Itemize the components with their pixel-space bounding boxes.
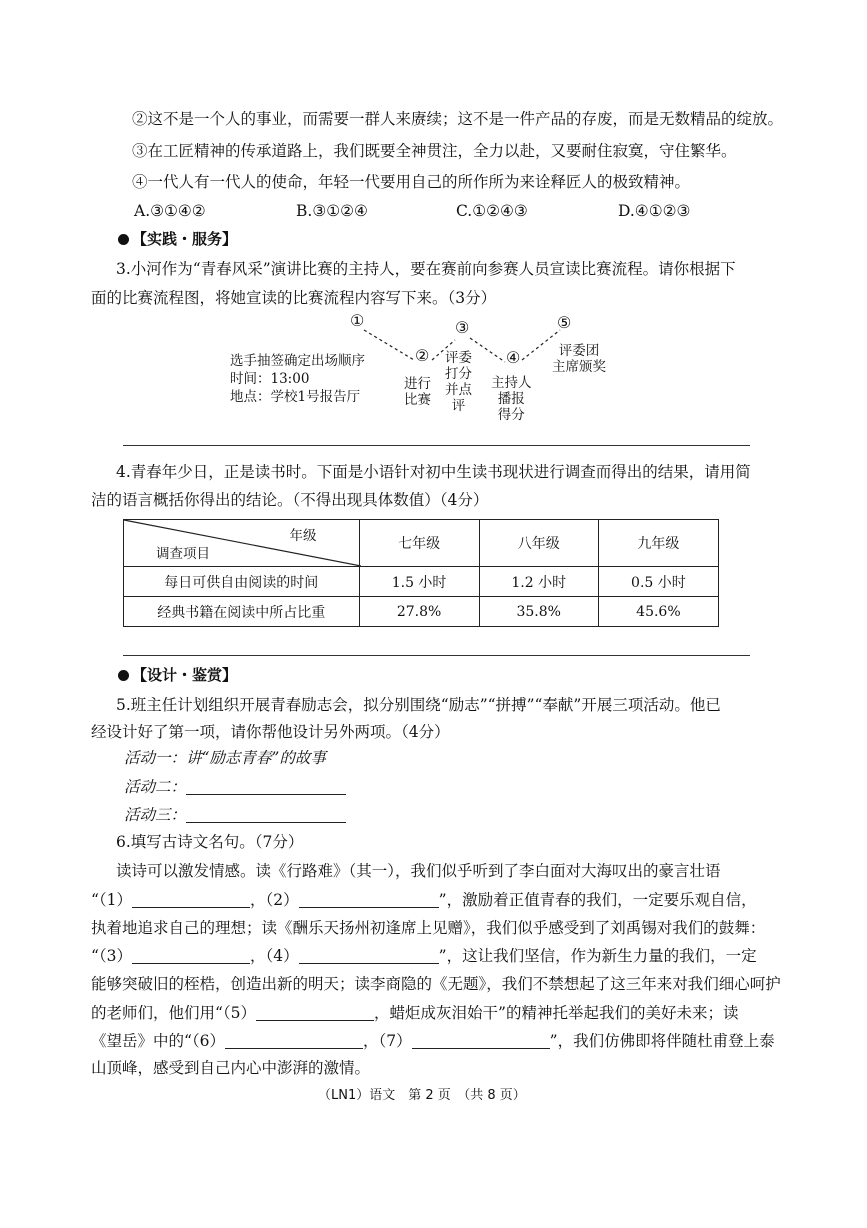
flow-step5: 评委团 主席颁奖: [552, 343, 606, 375]
q6-blank-7-label: ，（7）: [363, 1032, 412, 1050]
page-footer: （LN1）语文 第 2 页 （共 8 页）: [318, 1088, 526, 1103]
section-design-label: 【设计・鉴赏】: [132, 666, 238, 684]
table-cell: 27.8%: [359, 597, 479, 627]
section-heading-design: [118, 662, 237, 688]
q6-para-2-tail: ”，激励着正值青春的我们，一定要乐观自信，: [438, 891, 757, 909]
q6-blank-2[interactable]: [299, 891, 439, 908]
answer-line-q4: [123, 655, 750, 656]
q6-blank-6-label: 《望岳》中的“（6）: [91, 1032, 226, 1050]
flow-step2: 进行 比赛: [404, 376, 431, 408]
corner-bottom-label: 调查项目: [156, 546, 210, 562]
q6-para-7: [91, 1028, 775, 1054]
bullet-dot-icon: [118, 670, 129, 681]
q6-blank-1[interactable]: [132, 891, 250, 908]
flow-step4: 主持人 播报 得分: [491, 375, 532, 423]
q6-blank-6[interactable]: [225, 1032, 363, 1049]
choice-d: D.④①②③: [618, 202, 691, 220]
q5-line-2: 经设计好了第一项，请你帮他设计另外两项。（4分）: [91, 723, 450, 741]
choice-b: B.③①②④: [296, 202, 368, 220]
q6-blank-3-label: “（3）: [91, 947, 133, 965]
q3-line-2: 面的比赛流程图，将她宣读的比赛流程内容写下来。（3分）: [91, 289, 497, 307]
table-corner-cell: [124, 520, 360, 567]
table-cell: 1.2 小时: [479, 567, 598, 597]
flow-step3: 评委 打分 并点 评: [445, 350, 472, 414]
activity-2-label: 活动二：: [124, 778, 187, 796]
q6-title: 6.填写古诗文名句。（7分）: [116, 833, 304, 851]
section-practice-label: 【实践・服务】: [132, 230, 238, 248]
activity-1: 活动一：讲“励志青春”的故事: [124, 749, 326, 767]
q6-para-6: [91, 1000, 738, 1026]
table-cell: 1.5 小时: [359, 567, 479, 597]
q5-line-1: 5.班主任计划组织开展青春励志会，拟分别围绕“励志”“拼搏”“奉献”开展三项活动。他已: [116, 696, 721, 714]
q6-para-7-tail: ”，我们仿佛即将伴随杜甫登上泰: [549, 1032, 775, 1050]
table-row: [124, 597, 719, 627]
q6-blank-1-label: “（1）: [91, 891, 133, 909]
choice-c: C.①②④③: [456, 202, 528, 220]
activity-3-label: 活动三：: [124, 806, 187, 824]
flow-node-3: ③: [455, 318, 470, 337]
q6-blank-3[interactable]: [132, 947, 250, 964]
table-header-cell: 八年级: [479, 520, 598, 567]
table-row: [124, 567, 719, 597]
flow-node-5: ⑤: [557, 313, 572, 332]
activity-2: [124, 774, 346, 800]
flow-node-2: ②: [415, 346, 430, 365]
table-header-row: [124, 520, 719, 567]
flow-step1-line3: 地点：学校1号报告厅: [230, 389, 361, 405]
option-sentence-2: ②这不是一个人的事业，而需要一群人来赓续；这不是一件产品的存废，而是无数精品的绽放。: [132, 110, 784, 128]
q6-blank-2-label: ，（2）: [250, 891, 299, 909]
q6-blank-7[interactable]: [412, 1032, 550, 1049]
activity-3: [124, 802, 346, 828]
q6-para-3: 执着地追求自己的理想；读《酬乐天扬州初逢席上见赠》，我们似乎感受到了刘禹锡对我们的鼓舞：: [91, 919, 766, 937]
answer-line-q3: [123, 445, 750, 446]
flow-node-1: ①: [350, 311, 365, 330]
q6-para-4-tail: ”，这让我们坚信，作为新生力量的我们，一定: [438, 947, 757, 965]
q6-para-8: 山顶峰，感受到自己内心中澎湃的激情。: [91, 1059, 371, 1077]
q6-blank-5[interactable]: [256, 1004, 374, 1021]
q6-para-1: 读诗可以激发情感。读《行路难》（其一），我们似乎听到了李白面对大海叹出的豪言壮语: [116, 862, 721, 880]
q4-line-2: 洁的语言概括你得出的结论。（不得出现具体数值）（4分）: [91, 491, 489, 509]
table-cell: 35.8%: [479, 597, 598, 627]
table-row-label: 每日可供自由阅读的时间: [124, 567, 360, 597]
survey-table: [123, 519, 719, 627]
q6-para-2: [91, 887, 757, 913]
option-sentence-4: ④一代人有一代人的使命，年轻一代要用自己的所作所为来诠释匠人的极致精神。: [132, 173, 691, 191]
table-cell: 0.5 小时: [598, 567, 718, 597]
flow-step1-line2: 时间：13:00: [230, 371, 310, 387]
q6-para-5: 能够突破旧的桎梏，创造出新的明天；读李商隐的《无题》，我们不禁想起了这三年来对我们细心呵护: [91, 975, 781, 993]
activity-2-blank[interactable]: [186, 778, 346, 795]
table-row-label: 经典书籍在阅读中所占比重: [124, 597, 360, 627]
activity-3-blank[interactable]: [186, 806, 346, 823]
q6-blank-4-label: ，（4）: [250, 947, 299, 965]
option-sentence-3: ③在工匠精神的传承道路上，我们既要全神贯注，全力以赴，又要耐住寂寞，守住繁华。: [132, 142, 737, 160]
q6-para-6-tail: ，蜡炬成灰泪始干”的精神托举起我们的美好未来；读: [374, 1004, 739, 1022]
q6-blank-5-label: 的老师们，他们用“（5）: [91, 1004, 257, 1022]
corner-top-label: 年级: [289, 528, 317, 544]
q4-line-1: 4.青春年少日，正是读书时。下面是小语针对初中生读书现状进行调查而得出的结果，请用简: [116, 463, 751, 481]
q3-line-1: 3.小河作为“青春风采”演讲比赛的主持人，要在赛前向参赛人员宣读比赛流程。请你根据下: [116, 260, 736, 278]
flowchart-lines: [0, 0, 867, 440]
q6-para-4: [91, 943, 757, 969]
flow-step1-line1: 选手抽签确定出场顺序: [230, 353, 365, 369]
q6-blank-4[interactable]: [299, 947, 439, 964]
table-header-cell: 九年级: [598, 520, 718, 567]
table-header-cell: 七年级: [359, 520, 479, 567]
choice-a: A.③①④②: [134, 202, 206, 220]
table-cell: 45.6%: [598, 597, 718, 627]
flow-node-4: ④: [506, 348, 521, 367]
